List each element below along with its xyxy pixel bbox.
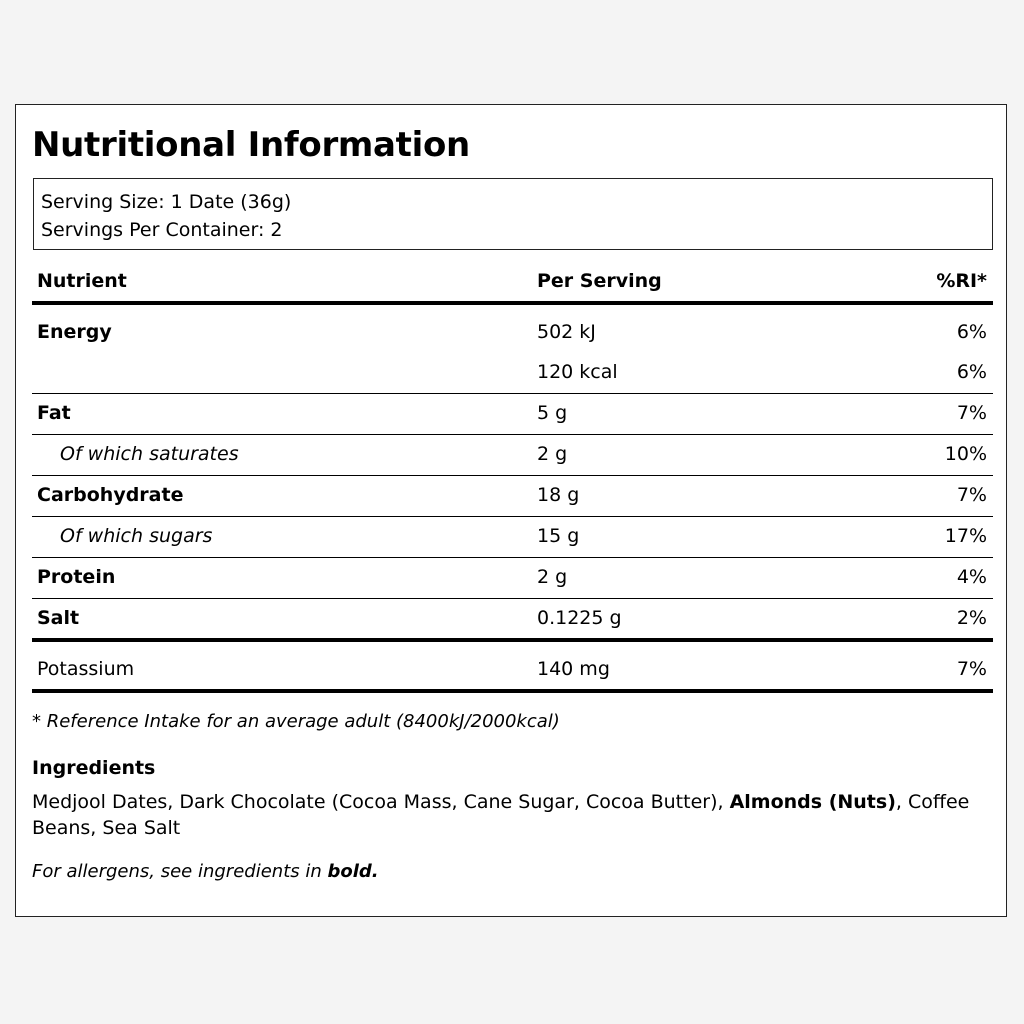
allergen-note-prefix: For allergens, see ingredients in [32, 861, 328, 882]
header-nutrient: Nutrient [37, 270, 127, 292]
nutrient-name: Of which sugars [60, 525, 213, 547]
nutrient-ri: 17% [944, 525, 987, 547]
nutrient-ri: 10% [944, 443, 987, 465]
ingredients-text-after: , Coffee Beans, Sea Salt [32, 791, 970, 839]
section-divider [32, 638, 993, 642]
servings-per-container: Servings Per Container: 2 [41, 219, 283, 241]
nutrient-amount: 18 g [537, 484, 580, 506]
row-divider [32, 434, 993, 435]
nutrient-ri: 6% [956, 321, 987, 343]
row-divider [32, 557, 993, 558]
ingredients-title: Ingredients [32, 757, 156, 779]
header-divider [32, 301, 993, 305]
header-per-serving: Per Serving [537, 270, 662, 292]
nutrient-name: Fat [37, 402, 71, 424]
nutrient-name: Potassium [37, 658, 135, 680]
header-ri: %RI* [936, 270, 987, 292]
allergen-ingredient: Almonds (Nuts) [729, 791, 896, 813]
nutrient-ri: 7% [956, 658, 987, 680]
nutrient-name: Carbohydrate [37, 484, 184, 506]
ingredients-text [32, 789, 992, 841]
nutrient-name: Energy [37, 321, 112, 343]
nutrient-name: Of which saturates [60, 443, 239, 465]
nutrient-ri: 7% [956, 484, 987, 506]
row-divider [32, 516, 993, 517]
page-title: Nutritional Information [32, 125, 470, 165]
nutrient-name: Salt [37, 607, 80, 629]
row-divider [32, 598, 993, 599]
nutrient-amount: 5 g [537, 402, 568, 424]
nutrition-panel [15, 104, 1007, 917]
nutrient-amount: 120 kcal [537, 361, 618, 383]
serving-info-box [33, 178, 993, 250]
nutrient-amount: 15 g [537, 525, 580, 547]
nutrient-name: Protein [37, 566, 116, 588]
nutrient-amount: 502 kJ [537, 321, 596, 343]
nutrient-amount: 2 g [537, 566, 568, 588]
nutrient-amount: 2 g [537, 443, 568, 465]
nutrient-ri: 2% [956, 607, 987, 629]
allergen-note [32, 861, 379, 882]
nutrient-amount: 140 mg [537, 658, 610, 680]
nutrient-amount: 0.1225 g [537, 607, 622, 629]
row-divider [32, 393, 993, 394]
nutrient-ri: 7% [956, 402, 987, 424]
ingredients-text-before: Medjool Dates, Dark Chocolate (Cocoa Mass, Cane Sugar, Cocoa Butter), [32, 791, 730, 813]
allergen-note-bold: bold. [327, 861, 379, 882]
nutrient-ri: 4% [956, 566, 987, 588]
nutrient-ri: 6% [956, 361, 987, 383]
reference-intake-note: * Reference Intake for an average adult (8400kJ/2000kcal) [32, 711, 560, 732]
table-bottom-divider [32, 689, 993, 693]
row-divider [32, 475, 993, 476]
serving-size: Serving Size: 1 Date (36g) [41, 191, 292, 213]
